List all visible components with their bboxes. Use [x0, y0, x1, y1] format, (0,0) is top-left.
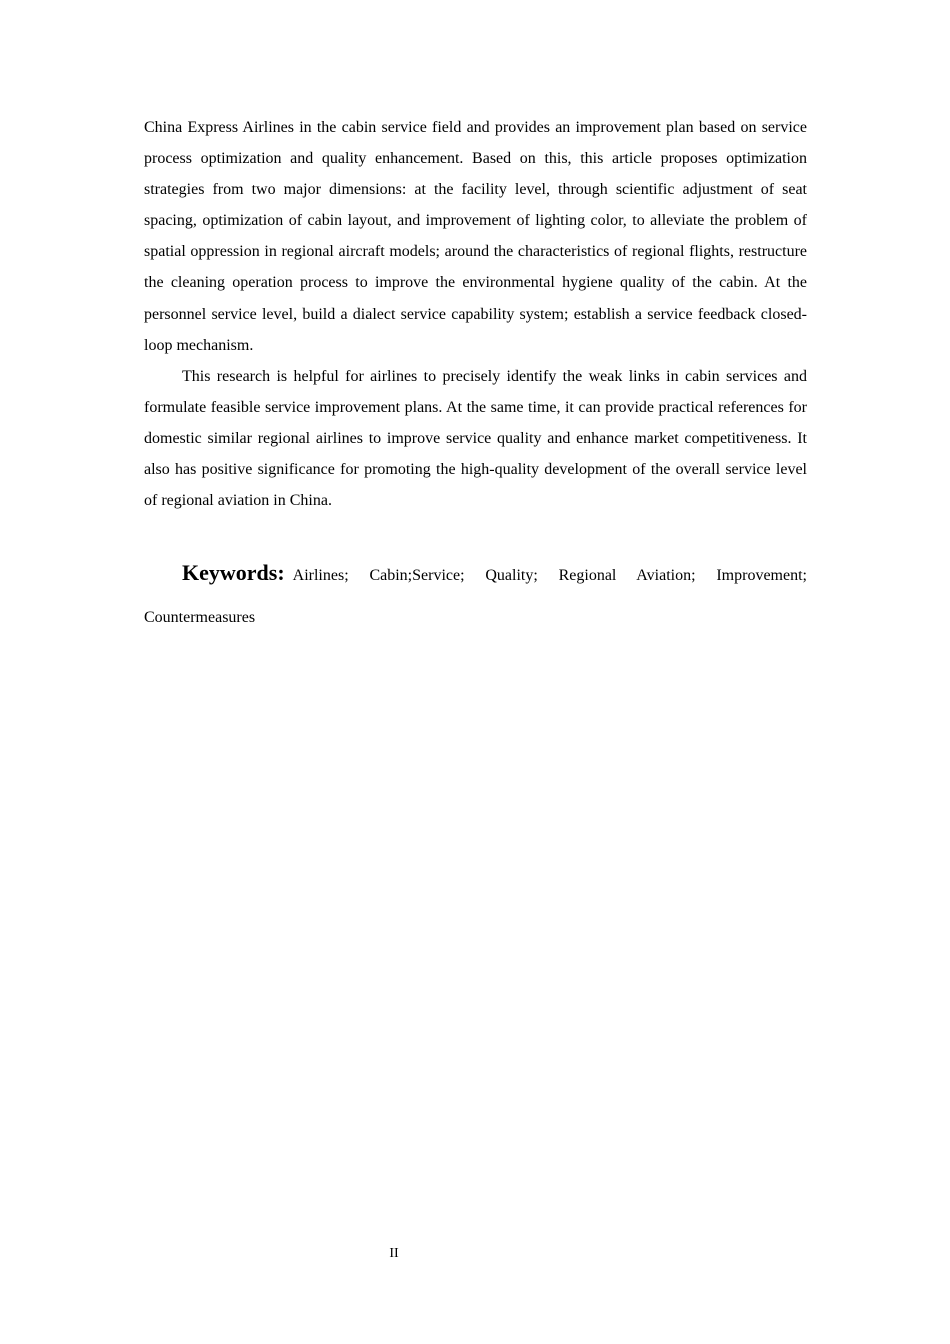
keywords-text: Airlines; Cabin;Service; Quality; Regional Aviation; Improvement; Countermeasures	[144, 567, 807, 627]
keywords-line	[144, 552, 807, 639]
body-paragraph-1: China Express Airlines in the cabin service field and provides an improvement plan based on service process optimization and quality enhancement. Based on this, this article proposes optimization strategies from two major dimensions: at the facility level, through scientific adjustment of seat spacing, optimization of cabin layout, and improvement of lighting color, to alleviate the problem of spatial oppression in regional aircraft models; around the characteristics of regional flights, restructure the cleaning operation process to improve the environmental hygiene quality of the cabin. At the personnel service level, build a dialect service capability system; establish a service feedback closed-loop mechanism.	[144, 119, 807, 354]
document-page	[144, 112, 807, 639]
keywords-label: Keywords:	[182, 560, 285, 586]
body-paragraph-2: This research is helpful for airlines to precisely identify the weak links in cabin services and formulate feasible service improvement plans. At the same time, it can provide practical references for domestic similar regional airlines to improve service quality and enhance market competitiveness. It also has positive significance for promoting the high-quality development of the overall service level of regional aviation in China.	[144, 367, 807, 510]
page-number: II	[389, 1246, 399, 1261]
